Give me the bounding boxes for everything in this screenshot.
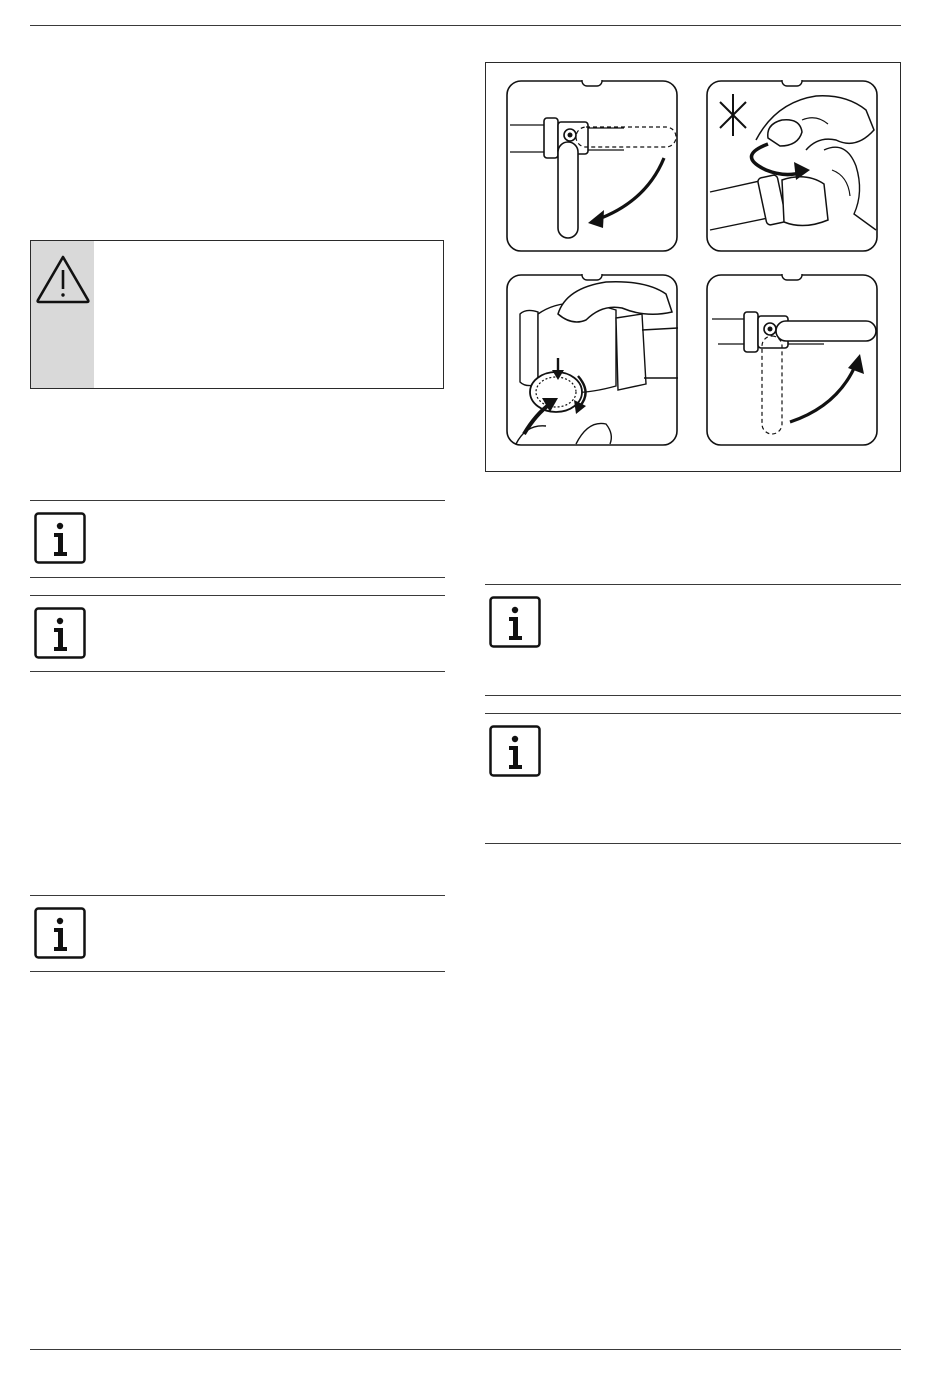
info-rule-top bbox=[30, 895, 445, 896]
figure-panel-close-valve bbox=[506, 80, 678, 252]
info-rule-bottom bbox=[30, 577, 445, 578]
info-rule-bottom bbox=[30, 671, 445, 672]
info-i-icon bbox=[489, 725, 541, 777]
warning-triangle-icon bbox=[35, 253, 91, 305]
warning-notice bbox=[30, 240, 444, 389]
info-rule-bottom bbox=[485, 843, 901, 844]
info-rule-top bbox=[30, 595, 445, 596]
info-rule-bottom bbox=[30, 971, 445, 972]
info-rule-top bbox=[485, 713, 901, 714]
header-rule bbox=[30, 25, 901, 26]
info-i-icon bbox=[489, 596, 541, 648]
info-rule-top bbox=[485, 584, 901, 585]
info-i-icon bbox=[34, 907, 86, 959]
info-i-icon bbox=[34, 512, 86, 564]
figure-panel-open-valve bbox=[706, 274, 878, 446]
figure-panel-press-cap bbox=[506, 274, 678, 446]
valve-operation-figure bbox=[485, 62, 901, 472]
figure-panel-unscrew-cap bbox=[706, 80, 878, 252]
info-rule-bottom bbox=[485, 695, 901, 696]
info-i-icon bbox=[34, 607, 86, 659]
footer-rule bbox=[30, 1349, 901, 1350]
info-rule-top bbox=[30, 500, 445, 501]
